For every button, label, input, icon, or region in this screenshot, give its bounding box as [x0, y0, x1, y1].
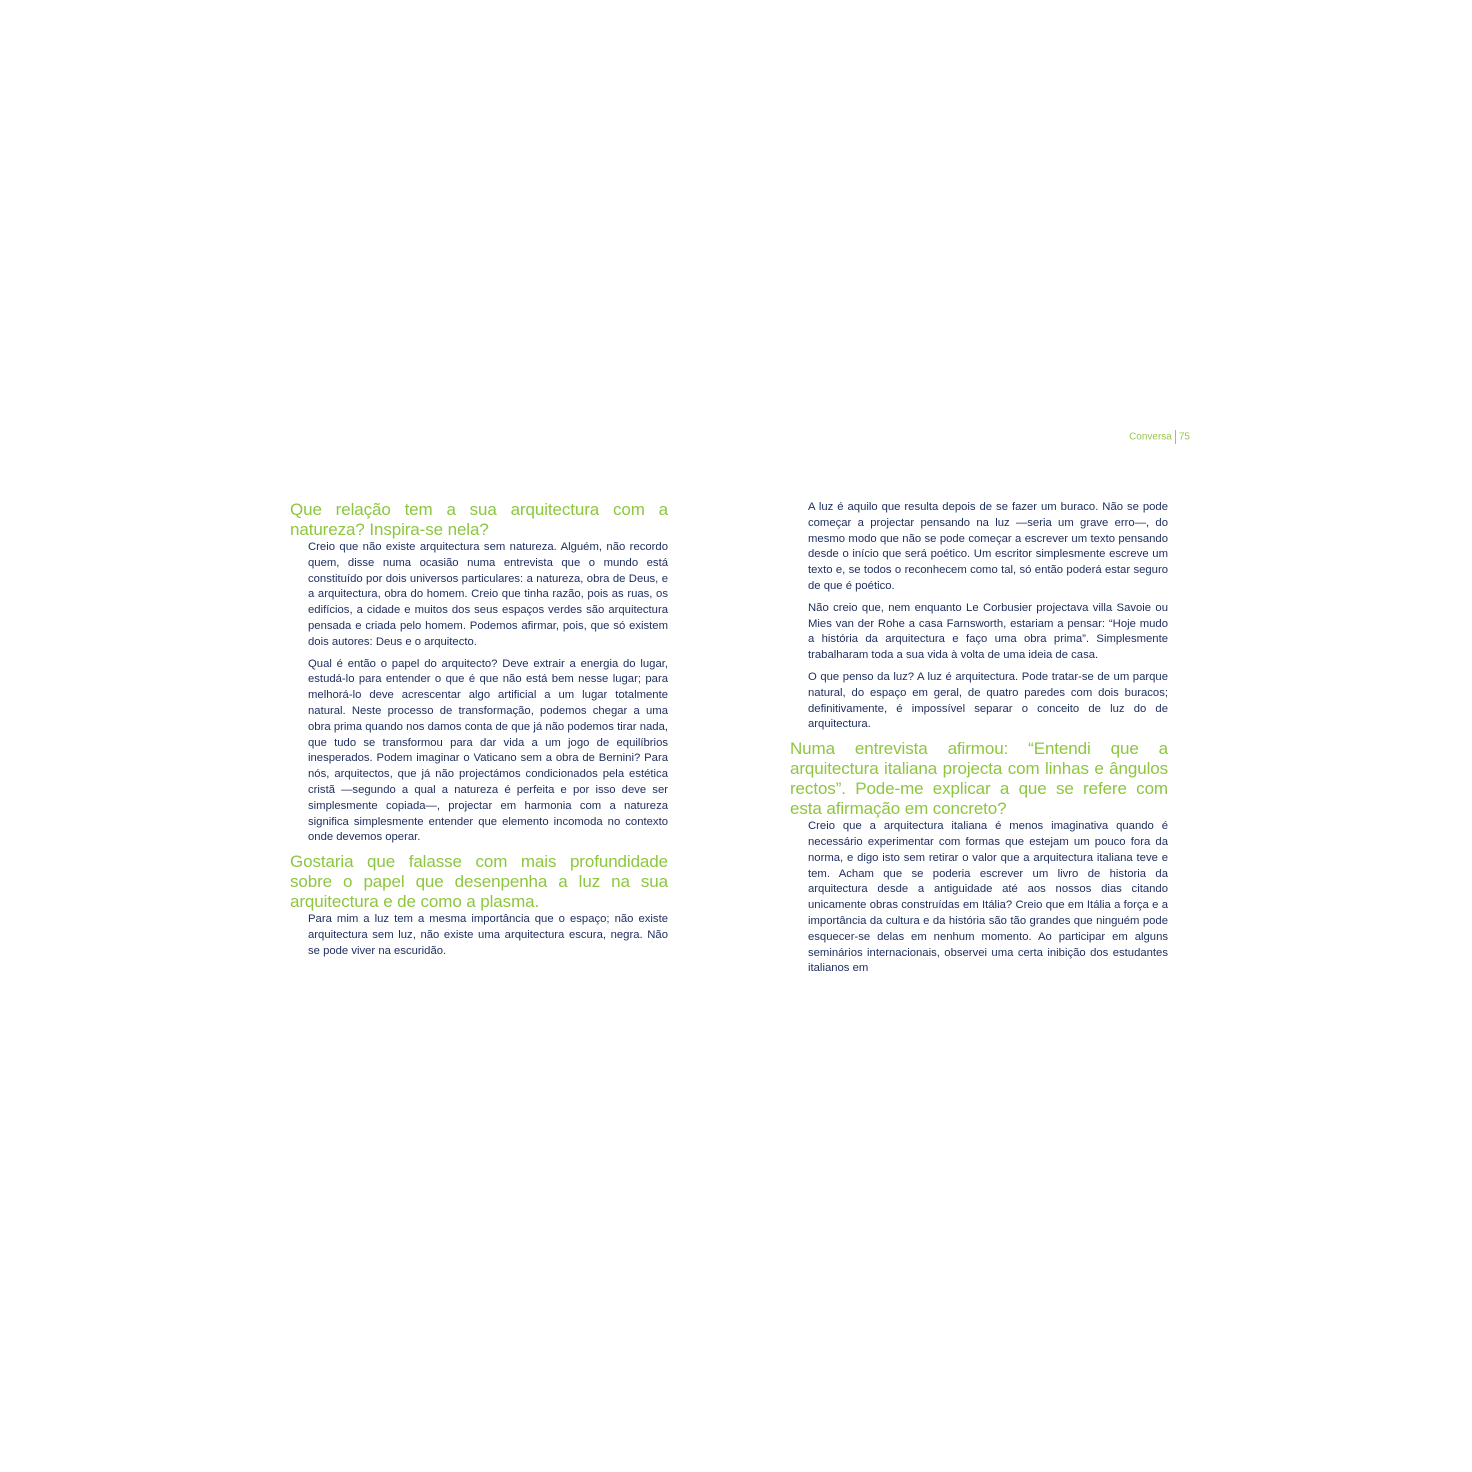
question-light: Gostaria que falasse com mais profundidade sobre o papel que desenpenha a luz na sua arquitectura e de como a plasma.	[290, 852, 668, 912]
right-column	[790, 500, 1168, 983]
answer-paragraph: Não creio que, nem enquanto Le Corbusier projectava villa Savoie ou Mies van der Rohe a casa Farnsworth, estariam a pensar: “Hoje mudo a história da arquitectura e faço uma obra prima”. Simplesmente trabalharam toda a sua vida à volta de uma ideia de casa.	[808, 601, 1168, 662]
page-number: 75	[1178, 431, 1190, 443]
answer-paragraph: Qual é então o papel do arquitecto? Deve extrair a energia do lugar, estudá-lo para entender o que é que não está bem nesse lugar; para melhorá-lo deve acrescentar algo artificial a um lugar totalmente natural. Neste processo de transformação, podemos chegar a uma obra prima quando nos damos conta de que já não podemos tirar nada, que tudo se transformou para dar vida a um jogo de equilíbrios inesperados. Podem imaginar o Vaticano sem a obra de Bernini? Para nós, arquitectos, que já não projectámos condicionados pela estética cristã —segundo a qual a natureza é perfeita e por isso deve ser simplesmente copiada—, projectar em harmonia com a natureza significa simplesmente entender que elemento incomoda no contexto onde devemos operar.	[308, 657, 668, 844]
answer-paragraph: Creio que não existe arquitectura sem natureza. Alguém, não recordo quem, disse numa ocasião numa entrevista que o mundo está constituído por dois universos particulares: a natureza, obra de Deus, e a arquitectura, obra do homem. Creio que tinha razão, pois as ruas, os edifícios, a cidade e muitos dos seus espaços verdes são arquitectura pensada e criada pelo homem. Podemos afirmar, pois, que só existem dois autores: Deus e o arquitecto.	[308, 541, 668, 648]
header-divider	[1175, 430, 1176, 444]
left-column	[290, 500, 668, 966]
section-name: Conversa	[1129, 431, 1172, 443]
answer-paragraph: Para mim a luz tem a mesma importância que o espaço; não existe arquitectura sem luz, não existe uma arquitectura escura, negra. Não se pode viver na escuridão.	[308, 913, 668, 957]
question-nature: Que relação tem a sua arquitectura com a natureza? Inspira-se nela?	[290, 500, 668, 539]
running-header	[1100, 430, 1190, 444]
answer-paragraph: O que penso da luz? A luz é arquitectura. Pode tratar-se de um parque natural, do espaço em geral, de quatro paredes com dois buracos; definitivamente, é impossível separar o conceito de luz do de arquitectura.	[808, 670, 1168, 731]
answer-paragraph: Creio que a arquitectura italiana é menos imaginativa quando é necessário experimentar com formas que estejam um pouco fora da norma, e digo isto sem retirar o valor que a arquitectura italiana teve e tem. Acham que se poderia escrever um livro de historia da arquitectura desde a antiguidade até aos nossos dias citando unicamente obras construídas em Itália? Creio que em Itália a força e a importância da cultura e da história são tão grandes que ninguém pode esquecer-se delas em nenhum momento. Ao participar em alguns seminários internacionais, observei uma certa inibição dos estudantes italianos em	[808, 820, 1168, 975]
answer-paragraph: A luz é aquilo que resulta depois de se fazer um buraco. Não se pode começar a projectar pensando na luz —seria um grave erro—, do mesmo modo que não se pode começar a escrever um texto pensando desde o início que será poético. Um escritor simplesmente escreve um texto e, se todos o reconhecem como tal, só então poderá estar seguro de que é poético.	[808, 501, 1168, 592]
question-italian-architecture: Numa entrevista afirmou: “Entendi que a arquitectura italiana projecta com linhas e ângulos rectos”. Pode-me explicar a que se refere com esta afirmação em concreto?	[790, 739, 1168, 819]
